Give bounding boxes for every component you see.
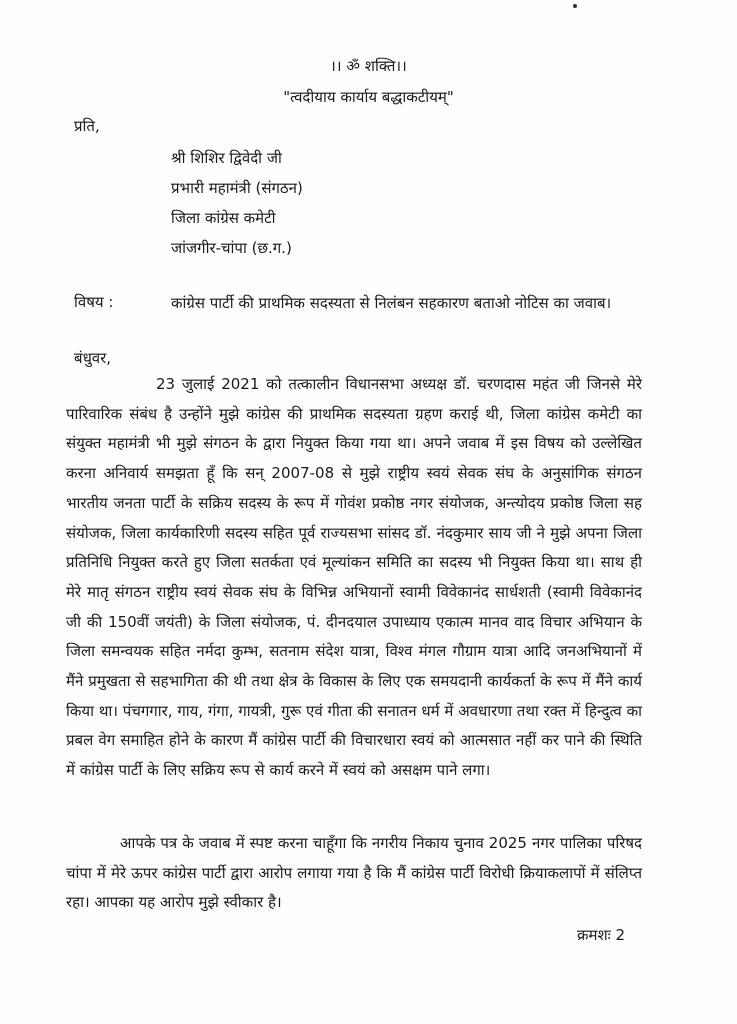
salutation: बंधुवर, xyxy=(74,349,112,367)
recipient-place: जांजगीर-चांपा (छ.ग.) xyxy=(171,239,292,257)
body-paragraph-1: 23 जुलाई 2021 को तत्कालीन विधानसभा अध्यक्ष डॉ. चरणदास महंत जी जिनसे मेरे पारिवारिक संबंध है उन्होंने मुझे कांग्रेस की प्राथमिक सदस्यता ग्रहण कराई थी, जिला कांग्रेस कमेटी का संयुक्त महामंत्री भी मुझे संगठन के द्वारा नियुक्त किया गया था। अपने जवाब में इस विषय को उल्लेखित करना अनिवार्य समझता हूँ कि सन् 2007-08 से मुझे राष्ट्रीय स्वयं सेवक संघ के अनुसांगिक संगठन भारतीय जनता पार्टी के सक्रिय सदस्य के रूप में गोवंश प्रकोष्ठ नगर संयोजक, अन्त्योदय प्रकोष्ठ जिला सह संयोजक, जिला कार्यकारिणी सदस्य सहित पूर्व राज्यसभा सांसद डॉ. नंदकुमार साय जी ने मुझे अपना जिला प्रतिनिधि नियुक्त करते हुए जिला सतर्कता एवं मूल्यांकन समिति का सदस्य भी नियुक्त किया था। साथ ही मेरे मातृ संगठन राष्ट्रीय स्वयं सेवक संघ के विभिन्न अभियानों स्वामी विवेकानंद सार्धशती (स्वामी विवेकानंद जी की 150वीं जयंती) के जिला संयोजक, पं. दीनदयाल उपाध्याय एकात्म मानव वाद विचार अभियान के जिला समन्वयक सहित नर्मदा कुम्भ, सतनाम संदेश यात्रा, विश्व मंगल गौग्राम यात्रा आदि जनअभियानों में मैंने प्रमुखता से सहभागिता की थी तथा क्षेत्र के विकास के लिए एक समयदानी कार्यकर्ता के रूप में मैंने कार्य किया था। पंचगगार, गाय, गंगा, गायत्री, गुरू एवं गीता की सनातन धर्म में अवधारणा तथा रक्त में हिन्दुत्व का प्रबल वेग समाहित होने के कारण मैं कांग्रेस पार्टी की विचारधारा स्वयं को आत्मसात नहीं कर पाने की स्थिति में कांग्रेस पार्टी के लिए सक्रिय रूप से कार्य करने में स्वयं को असक्षम पाने लगा। xyxy=(66,375,642,780)
to-label: प्रति, xyxy=(74,117,100,135)
invocation-header: ।। ॐ शक्ति।। xyxy=(330,57,407,75)
subject-text: कांग्रेस पार्टी की प्राथमिक सदस्यता से निलंबन सहकारण बताओ नोटिस का जवाब। xyxy=(171,294,612,312)
recipient-name: श्री शिशिर द्विवेदी जी xyxy=(171,149,282,167)
ink-dot xyxy=(573,4,577,8)
subject-label: विषय : xyxy=(74,293,114,311)
motto-line: "त्वदीयाय कार्याय बद्धाकटीयम्" xyxy=(283,88,454,106)
continuation-marker: क्रमशः 2 xyxy=(576,926,625,944)
recipient-organization: जिला कांग्रेस कमेटी xyxy=(171,209,276,227)
body-paragraph-2: आपके पत्र के जवाब में स्पष्ट करना चाहूँगा कि नगरीय निकाय चुनाव 2025 नगर पालिका परिषद चांपा में मेरे ऊपर कांग्रेस पार्टी द्वारा आरोप लगाया गया है कि मैं कांग्रेस पार्टी विरोधी क्रियाकलापों में संलिप्त रहा। आपका यह आरोप मुझे स्वीकार है। xyxy=(66,834,642,912)
recipient-designation: प्रभारी महामंत्री (संगठन) xyxy=(171,179,303,197)
